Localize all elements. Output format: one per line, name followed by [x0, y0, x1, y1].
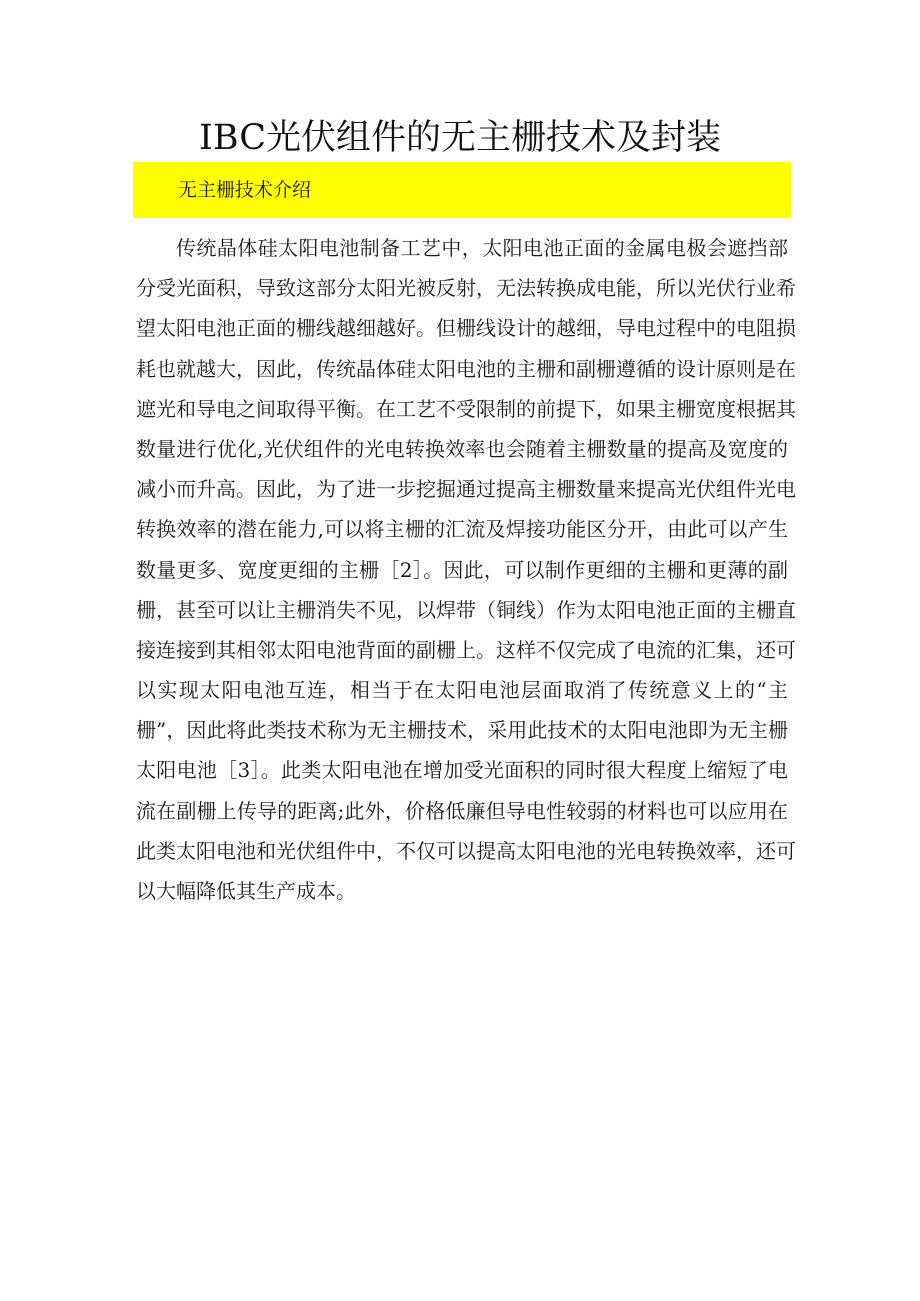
paragraph-line: 太阳电池［3］。此类太阳电池在增加受光面积的同时很大程度上缩短了电	[136, 758, 788, 783]
paragraph-line: 以实现太阳电池互连，相当于在太阳电池层面取消了传统意义上的“主	[136, 678, 788, 703]
paragraph-line: 数量进行优化,光伏组件的光电转换效率也会随着主栅数量的提高及宽度的	[136, 436, 788, 461]
paragraph-line: 遮光和导电之间取得平衡。在工艺不受限制的前提下，如果主栅宽度根据其	[136, 396, 796, 421]
section-heading: 无主栅技术介绍	[178, 179, 312, 201]
paragraph-line: 传统晶体硅太阳电池制备工艺中，太阳电池正面的金属电极会遮挡部	[176, 236, 788, 260]
paragraph-line: 望太阳电池正面的栅线越细越好。但栅线设计的越细，导电过程中的电阻损	[136, 316, 796, 341]
paragraph-line: 分受光面积，导致这部分太阳光被反射，无法转换成电能，所以光伏行业希	[136, 276, 796, 301]
paragraph-line: 以大幅降低其生产成本。	[136, 879, 356, 903]
paragraph-line: 接连接到其相邻太阳电池背面的副栅上。这样不仅完成了电流的汇集，还可	[136, 637, 796, 662]
paragraph-line: 耗也就越大，因此，传统晶体硅太阳电池的主栅和副栅遵循的设计原则是在	[136, 356, 796, 381]
body-paragraph	[136, 228, 796, 911]
paragraph-line: 流在副栅上传导的距离;此外，价格低廉但导电性较弱的材料也可以应用在	[136, 798, 788, 823]
section-heading-highlight	[133, 162, 791, 218]
document-title: IBC光伏组件的无主栅技术及封装	[199, 118, 721, 158]
paragraph-line: 栅”，因此将此类技术称为无主栅技术，采用此技术的太阳电池即为无主栅	[136, 718, 788, 743]
paragraph-line: 数量更多、宽度更细的主栅［2］。因此，可以制作更细的主栅和更薄的副	[136, 557, 788, 582]
paragraph-line: 转换效率的潜在能力,可以将主栅的汇流及焊接功能区分开，由此可以产生	[136, 517, 788, 542]
paragraph-line: 栅，甚至可以让主栅消失不见，以焊带（铜线）作为太阳电池正面的主栅直	[136, 597, 796, 622]
paragraph-line: 此类太阳电池和光伏组件中，不仅可以提高太阳电池的光电转换效率，还可	[136, 838, 796, 863]
paragraph-line: 减小而升高。因此，为了进一步挖掘通过提高主栅数量来提高光伏组件光电	[136, 477, 796, 502]
